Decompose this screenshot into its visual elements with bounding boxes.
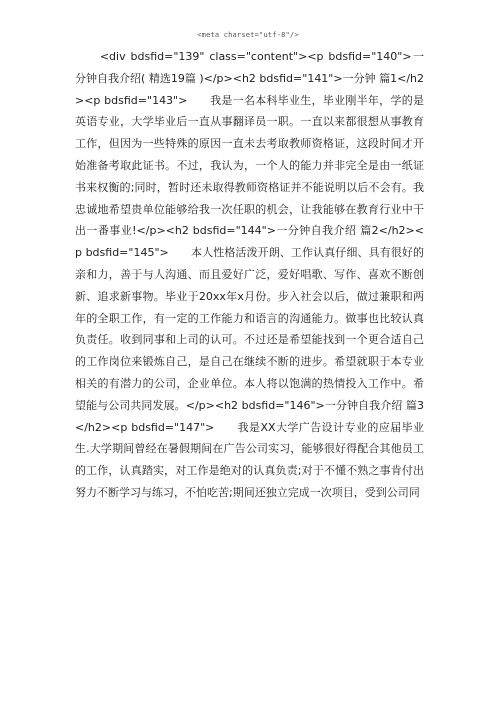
body-paragraph: <div bdsfid="139" class="content"><p bdsfid="140">一分钟自我介绍( 精选19篇 )</p><h2 bdsfid="141">一分钟 篇1</h2><p bdsfid="143"> 我是一名本科毕业生，毕业刚半年，学的是英语专业，大学毕业后一直从事翻译员一职。一直以来都很想从事教育工作，但因为一些特殊的原因一直未去考取教师资格证，这段时间才开始准备考取此证书。不过，我认为，一个人的能力并非完全是由一纸证书来权衡的;同时，暂时还未取得教师资格证并不能说明以后不会有。我忠诚地希望贵单位能够给我一次任职的机会，让我能够在教育行业中干出一番事业!</p><h2 bdsfid="144">一分钟自我介绍 篇2</h2><p bdsfid="145"> 本人性格活泼开朗、工作认真仔细、具有很好的亲和力，善于与人沟通、而且爱好广泛，爱好唱歌、写作、喜欢不断创新、追求新事物。毕业于20xx年x月份。步入社会以后，做过兼职和两年的全职工作，有一定的工作能力和语言的沟通能力。做事也比较认真负责任。收到同事和上司的认可。不过还是希望能找到一个更合适自己的工作岗位来锻炼自己，是自己在继续不断的进步。希望就职于本专业相关的有潜力的公司，企业单位。本人将以饱满的热情投入工作中。希望能与公司共同发展。</p><h2 bdsfid="146">一分钟自我介绍 篇3</h2><p bdsfid="147"> 我是XX大学广告设计专业的应届毕业生.大学期间曾经在暑假期间在广告公司实习，能够很好得配合其他员工的工作，认真踏实，对工作是绝对的认真负责;对于不懂不熟之事肯付出努力不断学习与练习，不怕吃苦;期间还独立完成一次项目，受到公司同 (75, 50, 424, 499)
meta-charset-line: <meta charset="utf-8"/> (197, 31, 299, 39)
